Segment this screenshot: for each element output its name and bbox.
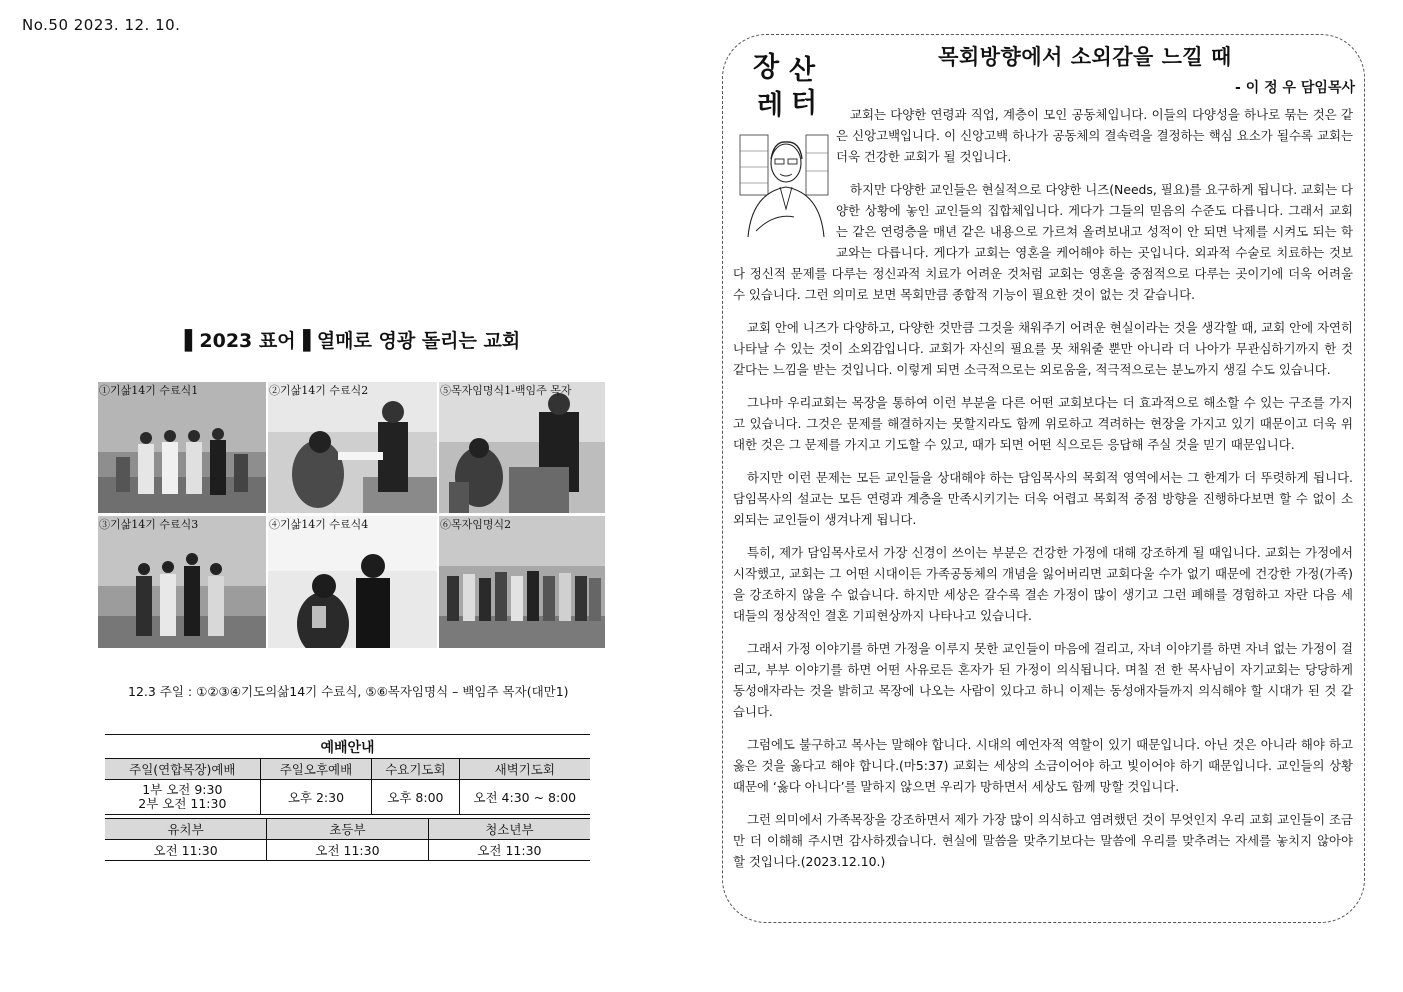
header-dawn-prayer: 새벽기도회 (459, 759, 590, 780)
article-paragraph: 교회는 다양한 연령과 직업, 계층이 모인 공동체입니다. 이들의 다양성을 하나로 묶는 것은 같은 신앙고백입니다. 이 신앙고백 하나가 공동체의 결속력을 결정하는 핵심 요소가 될수록 교회는 더욱 건강한 교회가 될 것입니다. (836, 107, 1353, 164)
article-title: 목회방향에서 소외감을 느낄 때 (938, 45, 1232, 69)
photo-caption: ③기삶14기 수료식3 (99, 518, 199, 531)
wednesday-prayer-time: 오후 8:00 (372, 780, 459, 815)
photo-graduation-3 (98, 516, 266, 648)
photo-pastor-ordination-1 (439, 382, 605, 513)
portrait-spacer (733, 104, 836, 250)
sunday-service-times (105, 780, 260, 815)
photo-caption: ⑤목자임명식1-백임주 목자 (440, 384, 572, 397)
worship-times-table (105, 758, 590, 815)
article-paragraph: 특히, 제가 담임목사로서 가장 신경이 쓰이는 부분은 건강한 가정에 대해 강조하게 될 때입니다. 교회는 가정에서 시작했고, 교회는 그 어떤 시대이든 가족공동체의 개념을 잃어버리면 교회다울 수가 없기 때문에 건강한 가정(가족)을 강조하지 않을 수 없습니다. 하지만 세상은 갈수록 결손 가정이 많이 생기고 그런 폐해를 경험하고 자란 다음 세대들의 정상적인 결혼 기피현상까지 나타나고 있습니다. (733, 545, 1353, 623)
header-sunday-afternoon: 주일오후예배 (260, 759, 372, 780)
photo-image (98, 516, 266, 648)
photo-image (439, 382, 605, 513)
sunday-afternoon-time: 오후 2:30 (260, 780, 372, 815)
second-service-time: 2부 오전 11:30 (138, 796, 227, 811)
article-paragraph: 그런 의미에서 가족목장을 강조하면서 제가 가장 많이 의식하고 염려했던 것이 무엇인지 우리 교회 교인들이 조금만 더 이해해 주시면 감사하겠습니다. 현실에 말씀을 맞추기보다는 말씀에 우리를 맞추려는 자세를 놓치지 않아야 할 것입니다.(2023.12.10.) (733, 812, 1353, 869)
logo-char: 장 (753, 52, 780, 83)
photo-image (268, 516, 437, 648)
photo-grid (98, 382, 605, 648)
header-elementary: 초등부 (267, 819, 429, 840)
article-body (733, 104, 1353, 884)
header-wednesday-prayer: 수요기도회 (372, 759, 459, 780)
worship-schedule-title: 예배안내 (105, 734, 590, 758)
photo-graduation-2 (268, 382, 437, 513)
issue-number-date: No.50 2023. 12. 10. (22, 16, 181, 34)
photo-caption: ④기삶14기 수료식4 (269, 518, 369, 531)
photo-image (98, 382, 266, 513)
logo-char: 레 (757, 90, 784, 121)
logo-char: 산 (789, 55, 816, 86)
photo-caption: ②기삶14기 수료식2 (269, 384, 369, 397)
article-paragraph: 교회 안에 니즈가 다양하고, 다양한 것만큼 그것을 채워주기 어려운 현실이라는 것을 생각할 때, 교회 안에 자연히 나타날 수 있는 것이 소외감입니다. 교회가 자신의 필요를 못 채워줄 뿐만 아니라 더 나아가 무관심하기까지 한 것 같다는 느낌을 받는 것입니다. 이렇게 되면 소극적으로는 외로움을, 적극적으로는 분노까지 생길 수도 있습니다. (733, 320, 1353, 377)
dawn-prayer-time: 오전 4:30 ~ 8:00 (459, 780, 590, 815)
header-youth: 청소년부 (428, 819, 590, 840)
photo-graduation-4 (268, 516, 437, 648)
article-author: - 이 정 우 담임목사 (1235, 80, 1355, 96)
photo-image (439, 516, 605, 648)
header-kindergarten: 유치부 (105, 819, 267, 840)
yearly-motto: ▌2023 표어▐ 열매로 영광 돌리는 교회 (184, 330, 521, 352)
photo-image (268, 382, 437, 513)
photo-caption: ①기삶14기 수료식1 (99, 384, 199, 397)
article-paragraph: 그나마 우리교회는 목장을 통하여 이런 부분을 다른 어떤 교회보다는 더 효과적으로 해소할 수 있는 구조를 가지고 있습니다. 그것은 문제를 해결하지는 못할지라도 함께 위로하고 격려하는 현장을 가지고 있기 때문이고 더욱 위대한 것은 그 문제를 가지고 기도할 수 있고, 때가 되면 어떤 식으로든 응답해 주실 것을 믿기 때문입니다. (733, 395, 1353, 452)
photo-caption: ⑥목자임명식2 (440, 518, 512, 531)
worship-schedule (105, 734, 590, 861)
elementary-time: 오전 11:30 (267, 840, 429, 861)
first-service-time: 1부 오전 9:30 (142, 782, 223, 797)
article-paragraph: 하지만 이런 문제는 모든 교인들을 상대해야 하는 담임목사의 목회적 영역에서는 그 한계가 더 뚜렷하게 됩니다. 담임목사의 설교는 모든 연령과 계층을 만족시키기는 더욱 어렵고 목회적 중점 방향을 진행하다보면 할 수 없이 소외되는 교인들이 생겨나게 됩니다. (733, 470, 1353, 527)
photo-description: 12.3 주일 : ①②③④기도의삶14기 수료식, ⑤⑥목자임명식 – 백임주 목자(대만1) (128, 684, 569, 699)
article-paragraph: 하지만 다양한 교인들은 현실적으로 다양한 니즈(Needs, 필요)를 요구하게 됩니다. 교회는 다양한 상황에 놓인 교인들의 집합체입니다. 게다가 그들의 믿음의 수준도 다릅니다. 그래서 교회는 같은 연령층을 매년 같은 내용으로 가르쳐 올려보내고 성적이 안 되면 낙제를 시켜도 되는 학교와는 다릅니다. 게다가 교회는 영혼을 케어해야 하는 곳입니다. 외과적 수술로 치료하는 것보다 정신적 문제를 다루는 정신과적 치료가 어려운 것처럼 교회는 영혼을 중점적으로 다루는 곳이기에 더욱 어려울 수 있습니다. 그런 의미로 보면 목회만큼 종합적 기능이 필요한 것이 없는 것 같습니다. (733, 182, 1353, 302)
youth-time: 오전 11:30 (428, 840, 590, 861)
logo-char: 터 (791, 88, 818, 119)
article-paragraph: 그럼에도 불구하고 목사는 말해야 합니다. 시대의 예언자적 역할이 있기 때문입니다. 아닌 것은 아니라 해야 하고 옳은 것을 옳다고 해야 합니다.(마5:37) 교회는 세상의 소금이어야 하고 빛이어야 하기 때문입니다. 교인들의 상황 때문에 ‘옳다 아니다’를 말하지 않으면 우리가 망하면서 세상도 함께 망할 것입니다. (733, 737, 1353, 794)
department-times-table (105, 818, 590, 861)
article-paragraph: 그래서 가정 이야기를 하면 가정을 이루지 못한 교인들이 마음에 걸리고, 자녀 이야기를 하면 자녀 없는 가정이 걸리고, 부부 이야기를 하면 어떤 사유로든 혼자가 된 가정이 의식됩니다. 며칠 전 한 목사님이 자기교회는 당당하게 동성애자라는 것을 밝히고 목장에 나오는 사람이 있다고 하니 이제는 동성애자들까지 의식해야 할 시대가 된 것 같습니다. (733, 641, 1353, 719)
photo-pastor-ordination-2 (439, 516, 605, 648)
kindergarten-time: 오전 11:30 (105, 840, 267, 861)
photo-graduation-1 (98, 382, 266, 513)
header-sunday-service: 주일(연합목장)예배 (105, 759, 260, 780)
